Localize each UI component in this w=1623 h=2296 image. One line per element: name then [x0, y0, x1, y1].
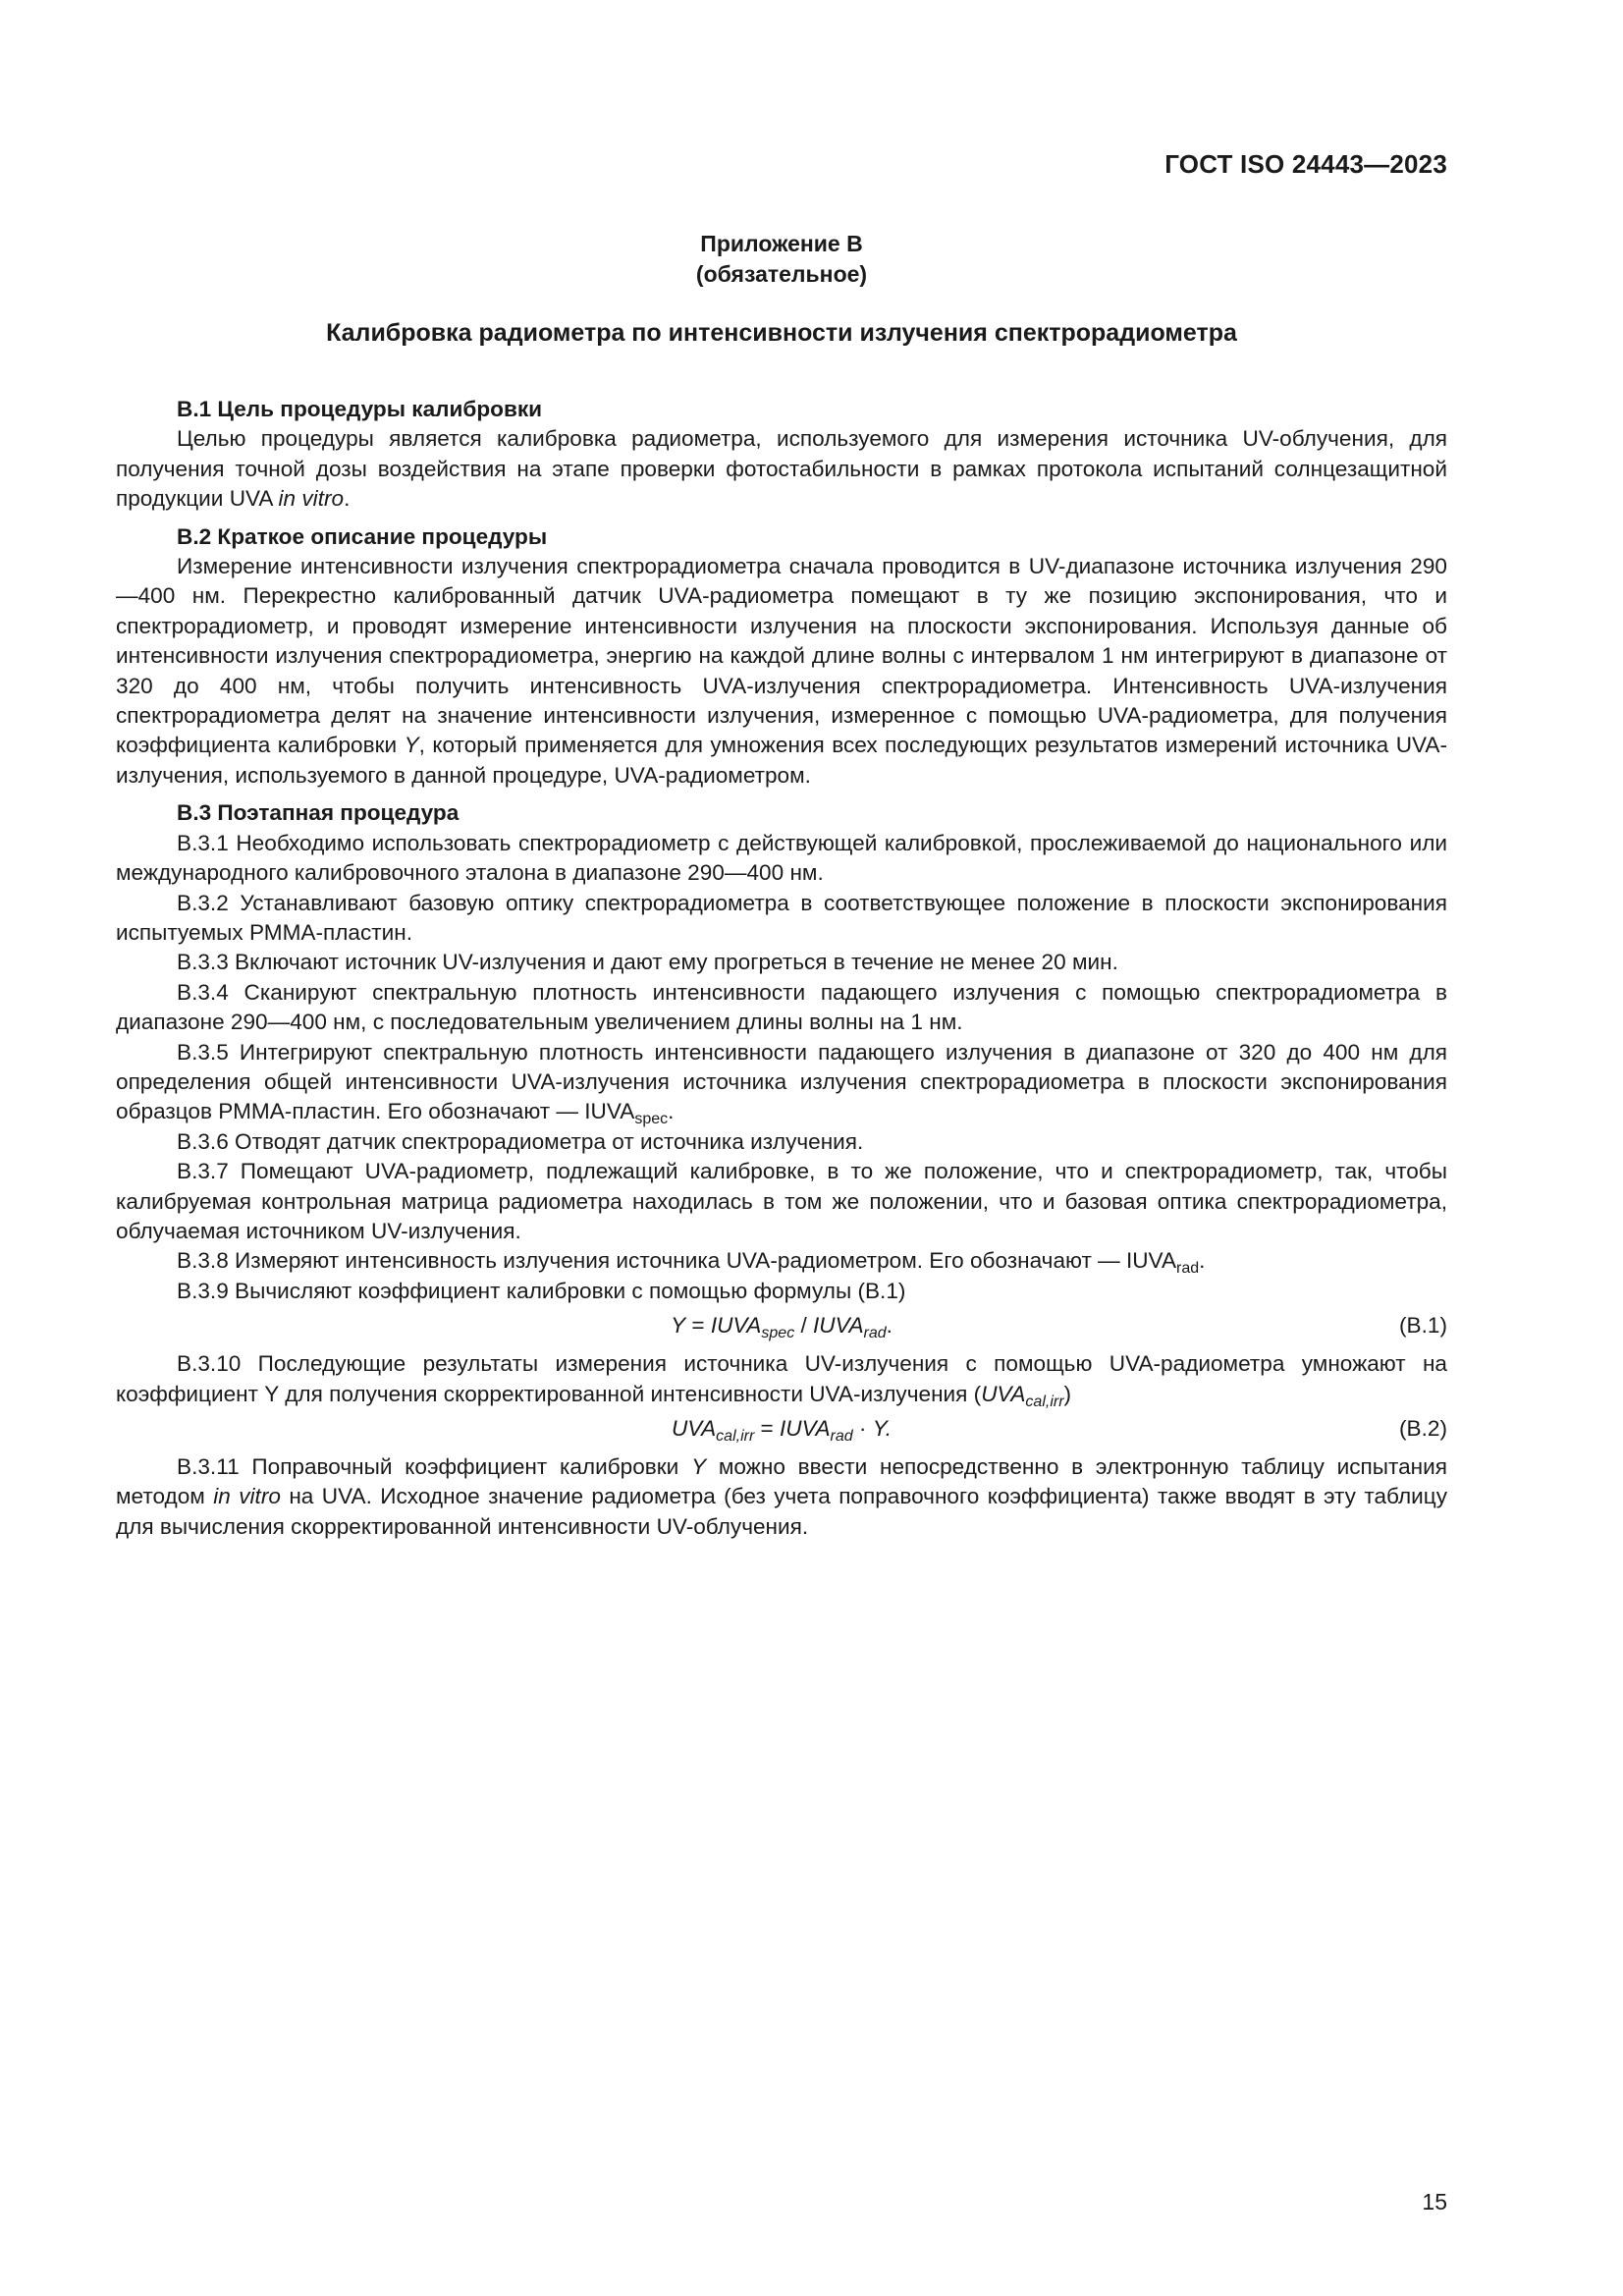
- formula-term: IUVA: [813, 1313, 864, 1339]
- paragraph-text: можно ввести непосредственно в электронную таблицу испытания методом: [116, 1454, 1448, 1509]
- formula-b2: [116, 1412, 1447, 1449]
- step-b3-7: В.3.7 Помещают UVA-радиометр, подлежащий калибровке, в то же положение, что и спектрорадиометр, так, чтобы калибруемая контрольная матрица радиометра находилась в том же положении, что и базовая оптика спектрорадиометра, облучаемая источником UV-излучения.: [116, 1159, 1447, 1243]
- subscript: rad: [1176, 1260, 1200, 1278]
- subscript: [1025, 1394, 1063, 1410]
- annex-heading: [116, 229, 1447, 290]
- paragraph-text: , который применяется для умножения всех последующих результатов измерений источника UVA-излучения, используемого в данной процедуре, UVA-радиометром.: [116, 733, 1448, 788]
- document-title: Калибровка радиометра по интенсивности излучения спектрорадиометра: [326, 319, 1237, 347]
- step-b3-9: В.3.9 Вычисляют коэффициент калибровки с помощью формулы (В.1): [177, 1278, 906, 1303]
- formula-term: Y.: [872, 1416, 893, 1441]
- paragraph-b1: [116, 424, 1447, 514]
- step-b3-8: [116, 1246, 1447, 1276]
- annex-status: (обязательное): [695, 261, 868, 287]
- step-b3-11: [116, 1452, 1447, 1542]
- formula-term: UVA: [671, 1416, 717, 1441]
- formula-expression: [116, 1311, 1447, 1340]
- subscript: cal,irr: [716, 1428, 755, 1445]
- step-b3-4: В.3.4 Сканируют спектральную плотность интенсивности падающего излучения с помощью спектрорадиометра в диапазоне 290—400 нм, с последовательным увеличением длины волны на 1 нм.: [116, 979, 1447, 1035]
- step-b3-1: В.3.1 Необходимо использовать спектрорадиометр с действующей калибровкой, прослеживаемой до национального или международного калибровочного эталона в диапазоне 290—400 нм.: [116, 830, 1447, 886]
- formula-number: (В.1): [1399, 1313, 1447, 1339]
- paragraph-text: В.3.8 Измеряют интенсивность излучения источника UVA-радиометром. Его обозначают — IUVA: [177, 1248, 1177, 1274]
- standard-code: ГОСТ ISO 24443—2023: [1164, 149, 1447, 179]
- formula-lhs: Y: [671, 1313, 686, 1339]
- paragraph-text: В.3.10 Последующие результаты измерения источника UV-излучения с помощью UVA-радиометра умножают на коэффициент Y для получения скорректированной интенсивности UVA-излучения (: [116, 1351, 1447, 1406]
- page-number: 15: [1422, 2189, 1447, 2214]
- subscript: rad: [863, 1325, 887, 1342]
- punctuation: .: [886, 1313, 893, 1339]
- formula-b1: [116, 1309, 1447, 1345]
- paragraph-text: В.3.5 Интегрируют спектральную плотность интенсивности падающего излучения в диапазоне от 320 до 400 нм для определения общей интенсивности UVA-излучения источника излучения спектрорадиометра в плоскости экспонирования образцов РММА-пластин. Его обозначают — IUVA: [116, 1039, 1447, 1124]
- italic-text: in vitro: [278, 486, 345, 512]
- paragraph-text: В.3.11 Поправочный коэффициент калибровки: [177, 1454, 679, 1479]
- subscript: spec: [634, 1111, 669, 1128]
- paragraph-b2: [116, 552, 1447, 791]
- paragraph-text: на UVA. Исходное значение радиометра (без учета поправочного коэффициента) также вводят в эту таблицу для вычисления скорректированной интенсивности UV-облучения.: [116, 1484, 1447, 1539]
- formula-expression: [116, 1414, 1447, 1444]
- punctuation: ): [1063, 1381, 1072, 1406]
- document-body: [116, 395, 1447, 1542]
- formula-operator: ·: [852, 1416, 873, 1441]
- section-heading-b2: В.2 Краткое описание процедуры: [177, 523, 548, 549]
- formula-number: (В.2): [1399, 1416, 1447, 1441]
- punctuation: .: [668, 1099, 675, 1124]
- italic-symbol: Y: [404, 733, 419, 758]
- punctuation: .: [344, 486, 351, 512]
- formula-operator: =: [685, 1313, 711, 1339]
- formula-operator: =: [754, 1416, 781, 1441]
- document-page: [116, 0, 1447, 2296]
- step-b3-6: В.3.6 Отводят датчик спектрорадиометра от источника излучения.: [177, 1128, 864, 1154]
- annex-title: Приложение В: [700, 231, 863, 256]
- step-b3-2: В.3.2 Устанавливают базовую оптику спектрорадиометра в соответствующее положение в плоскости экспонирования испытуемых РММА-пластин.: [116, 890, 1447, 945]
- paragraph-text: Измерение интенсивности излучения спектрорадиометра сначала проводится в UV-диапазоне источника излучения 290—400 нм. Перекрестно калиброванный датчик UVA-радиометра помещают в ту же позицию экспонирования, что и спектрорадиометр, и проводят измерение интенсивности излучения на плоскости экспонирования. Используя данные об интенсивности излучения спектрорадиометра, энергию на каждой длине волны с интервалом 1 нм интегрируют в диапазоне от 320 до 400 нм, чтобы получить интенсивность UVA-излучения спектрорадиометра. Интенсивность UVA-излучения спектрорадиометра делят на значение интенсивности излучения, измеренное с помощью UVA-радиометра, для получения коэффициента калибровки: [116, 554, 1447, 758]
- italic-subscript: cal,irr: [1025, 1393, 1064, 1410]
- italic-symbol: UVA: [981, 1381, 1026, 1406]
- subscript: rad: [830, 1428, 853, 1445]
- italic-symbol: Y: [691, 1454, 707, 1479]
- italic-text: in vitro: [213, 1484, 281, 1509]
- step-b3-10: [116, 1349, 1447, 1409]
- formula-term: IUVA: [710, 1313, 762, 1339]
- formula-operator: /: [794, 1313, 814, 1339]
- paragraph-text: Целью процедуры является калибровка радиометра, используемого для измерения источника UV-облучения, для получения точной дозы воздействия на этапе проверки фотостабильности в рамках протокола испытаний солнцезащитной продукции UVA: [116, 426, 1447, 512]
- subscript: spec: [761, 1325, 795, 1342]
- section-heading-b3: В.3 Поэтапная процедура: [177, 800, 460, 826]
- formula-term: IUVA: [780, 1416, 831, 1441]
- punctuation: .: [1199, 1248, 1206, 1274]
- section-heading-b1: В.1 Цель процедуры калибровки: [177, 397, 543, 421]
- step-b3-5: [116, 1038, 1447, 1127]
- step-b3-3: В.3.3 Включают источник UV-излучения и дают ему прогреться в течение не менее 20 мин.: [177, 950, 1118, 975]
